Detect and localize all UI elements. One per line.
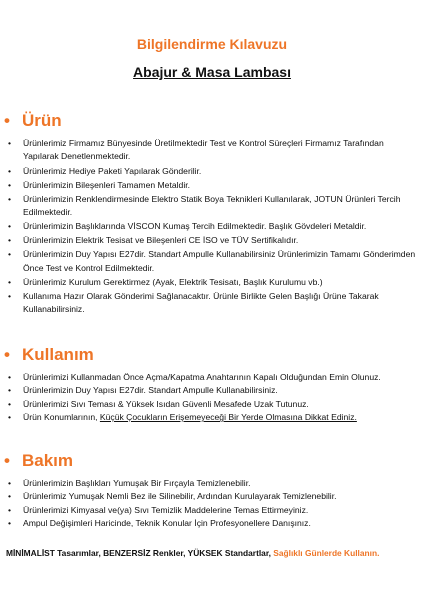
bullet-icon: • — [8, 235, 12, 246]
list-item-text: Ürünlerimizi Kimyasal ve(ya) Sıvı Temizlik Maddelerine Temas Ettirmeyiniz. — [23, 504, 309, 515]
list-item — [0, 179, 424, 192]
section-heading-bakim — [0, 450, 424, 472]
list-item — [0, 517, 424, 530]
bullet-icon: • — [8, 372, 12, 382]
list-item — [0, 290, 424, 317]
list-item-text: Ürünlerimizin Duy Yapısı E27dir. Standart Ampulle Kullanabilirsiniz. — [23, 385, 278, 396]
bullet-icon: • — [4, 451, 10, 470]
bullet-icon: • — [8, 249, 12, 260]
section-heading-text: Kullanım — [22, 345, 94, 364]
list-item-text: Ürünlerimizin Elektrik Tesisat ve Bileşenleri CE İSO ve TÜV Sertifikalıdır. — [23, 235, 299, 246]
bullet-icon: • — [8, 193, 12, 204]
guide-title: Bilgilendirme Kılavuzu — [136, 36, 288, 52]
list-item — [0, 371, 424, 384]
list-item — [0, 193, 424, 220]
bullet-icon: • — [8, 138, 12, 148]
list-item-text: Ampul Değişimleri Haricinde, Teknik Konular İçin Profesyonellere Danışınız. — [23, 518, 311, 529]
bullet-icon: • — [8, 491, 12, 502]
section-heading-kullanim — [0, 344, 424, 366]
list-item-text: Kullanıma Hazır Olarak Gönderimi Sağlanacaktır. Ürünle Birlikte Gelen Başlığı Ürüne Takarak Kullanabilirsiniz. — [23, 290, 379, 315]
list-item-text: Ürünlerimizin Duy Yapısı E27dir. Standart Ampulle Kullanabilirsiniz Ürünlerimizin Tamamı Gönderimden Önce Test ve Kontrol Edilmektedir. — [23, 249, 416, 273]
bullet-icon: • — [8, 276, 12, 287]
list-item — [0, 477, 424, 490]
bullet-icon: • — [8, 504, 12, 515]
list-item — [0, 248, 424, 275]
bullet-icon: • — [4, 111, 10, 130]
list-item-text: Ürünlerimizin Başlıklarında VİSCON Kumaş Tercih Edilmektedir. Başlık Gövdeleri Metaldir. — [23, 221, 367, 232]
footer-text: MİNİMALİST Tasarımlar, BENZERSİZ Renkler, YÜKSEK Standartlar, — [6, 548, 274, 558]
bullet-icon: • — [8, 385, 12, 396]
list-item — [0, 234, 424, 247]
list-item — [0, 137, 424, 164]
list-item — [0, 165, 424, 178]
bullet-icon: • — [8, 398, 12, 409]
bullet-icon: • — [8, 179, 12, 190]
bullet-icon: • — [8, 478, 12, 488]
list-item-text: Ürünlerimizi Kullanmadan Önce Açma/Kapatma Anahtarının Kapalı Olduğundan Emin Olunuz. — [23, 372, 381, 382]
list-item — [0, 384, 424, 397]
bullet-icon: • — [8, 221, 12, 232]
urun-list — [0, 137, 424, 317]
list-item — [0, 276, 424, 289]
bullet-icon: • — [4, 345, 10, 364]
footer-accent-text: Sağlıklı Günlerde Kullanın. — [273, 548, 380, 558]
list-item-text: Ürünlerimiz Firmamız Bünyesinde Üretilmektedir Test ve Kontrol Süreçleri Firmamız Tarafından Yapılarak Denetlenmektedir. — [23, 138, 384, 162]
list-item — [0, 398, 424, 411]
list-item — [0, 220, 424, 233]
list-item-text-underlined: Küçük Çocukların Erişemeyeceği Bir Yerde Olmasına Dikkat Ediniz. — [99, 412, 357, 423]
list-item — [0, 504, 424, 517]
list-item-text-prefix: Ürün Konumlarının, — [23, 412, 100, 423]
list-item — [0, 490, 424, 503]
bullet-icon: • — [8, 412, 12, 423]
kullanim-list — [0, 371, 424, 425]
list-item-text: Ürünlerimiz Yumuşak Nemli Bez ile Silinebilir, Ardından Kurulayarak Temizlenebilir. — [23, 491, 337, 502]
section-heading-text: Ürün — [22, 111, 62, 130]
section-kullanim — [0, 344, 424, 425]
section-heading-text: Bakım — [22, 451, 74, 470]
footer-slogan — [6, 548, 379, 558]
bullet-icon: • — [8, 290, 12, 301]
list-item — [0, 411, 424, 424]
section-heading-urun — [0, 110, 424, 132]
list-item-text: Ürünlerimizin Renklendirmesinde Elektro Statik Boya Teknikleri Kullanılarak, JOTUN Ürünleri Tercih Edilmektedir. — [23, 193, 401, 218]
bullet-icon: • — [8, 518, 12, 529]
section-urun — [0, 110, 424, 317]
list-item-text: Ürünlerimizin Başlıkları Yumuşak Bir Fırçayla Temizlenebilir. — [23, 478, 251, 488]
product-subtitle: Abajur & Masa Lambası — [133, 64, 291, 80]
list-item-text: Ürünlerimizin Bileşenleri Tamamen Metaldir. — [23, 179, 191, 190]
list-item-text: Ürünlerimiz Hediye Paketi Yapılarak Gönderilir. — [23, 165, 202, 176]
bakim-list — [0, 477, 424, 531]
section-bakim — [0, 450, 424, 531]
bullet-icon: • — [8, 165, 12, 176]
list-item-text: Ürünlerimiz Kurulum Gerektirmez (Ayak, Elektrik Tesisatı, Başlık Kurulumu vb.) — [23, 276, 323, 287]
list-item-text: Ürünlerimizi Sıvı Teması & Yüksek Isıdan Güvenli Mesafede Uzak Tutunuz. — [23, 398, 309, 409]
